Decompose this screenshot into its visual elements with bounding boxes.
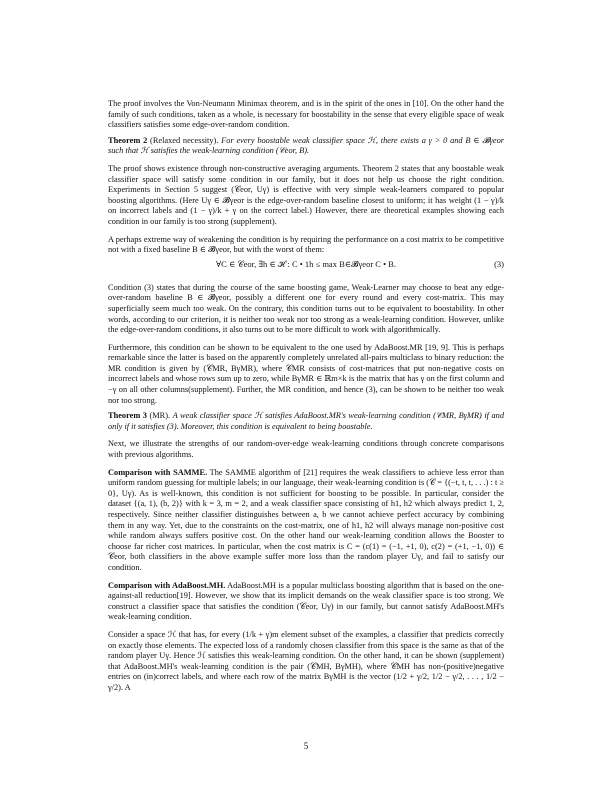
adaboost-mh-heading: Comparison with AdaBoost.MH. (108, 580, 226, 590)
theorem-2-statement: For every boostable weak classifier space ℋ, there exists a γ > 0 and B ∈ 𝓑γeor such that ℋ satisfies the weak-learning condition (𝒞eor, B). (108, 135, 505, 156)
paragraph-condition-3: Condition (3) states that during the course of the same boosting game, Weak-Learner may choose to beat any edge-over-random baseline B ∈ 𝓑γeor, possibly a different one for every round and every cost-matrix. This may superficially seem much too weak. On the contrary, this condition turns out to be equivalent to boostability. In other words, according to our criterion, it is neither too weak nor too strong as a weak-learning condition. However, unlike the edge-over-random conditions, it also turns out to be more difficult to work with algorithmically. (108, 282, 504, 335)
theorem-3-statement: A weak classifier space ℋ satisfies AdaBoost.MR's weak-learning condition (𝒞MR, BγMR) if and only if it satisfies (3). Moreover, this condition is equivalent to being boostable. (108, 411, 504, 431)
paragraph-weakening: A perhaps extreme way of weakening the condition is by requiring the performance on a cost matrix to be competitive not with a fixed baseline B ∈ 𝓑γeor, but with the worst of them: (108, 234, 504, 255)
paragraph-minimax: The proof involves the Von-Neumann Minimax theorem, and is in the spirit of the ones in [10]. On the other hand the family of such conditions, taken as a whole, is necessary for boostability in the sense that every eligible space of weak classifiers satisfies some edge-over-random condition. (108, 99, 504, 130)
equation-3 (108, 256, 504, 278)
text-column (108, 99, 504, 694)
theorem-3-label: Theorem 3 (108, 411, 147, 421)
page-number: 5 (303, 741, 309, 751)
paragraph-proof-existence: The proof shows existence through non-constructive averaging arguments. Theorem 2 states that any boostable weak classifier space will satisfy some condition in our family, but it does not help us choose the right condition. Experiments in Section 5 suggest (𝒞eor, Uγ) is effective with very simple weak-learners compared to popular boosting algorithms. (Here Uγ ∈ 𝓑γeor is the edge-over-random baseline closest to uniform; it has weight (1 − γ)/k on incorrect labels and (1 − γ)/k + γ on the correct label.) However, there are theoretical examples showing each condition in our family is too strong (supplement). (108, 163, 504, 226)
theorem-2 (108, 136, 504, 157)
equation-3-number: (3) (494, 258, 504, 269)
theorem-2-label: Theorem 2 (108, 135, 148, 145)
paragraph-adaboost-mr: Furthermore, this condition can be shown to be equivalent to the one used by AdaBoost.MR [19, 9]. This is perhaps remarkable since the latter is based on the apparently completely unrelated all-pairs multiclass to binary reduction: the MR condition is given by (𝒞MR, BγMR), where 𝒞MR consists of cost-matrices that put non-negative costs on incorrect labels and whose rows sum up to zero, while BγMR ∈ ℝm×k is the matrix that has γ on the first column and −γ on all other columns(supplement). Further, the MR condition, and hence (3), can be shown to be neither too weak nor too strong. (108, 342, 504, 405)
theorem-3 (108, 411, 504, 432)
paragraph-next: Next, we illustrate the strengths of our random-over-edge weak-learning conditions through concrete comparisons with previous algorithms. (108, 439, 504, 460)
theorem-2-title: (Relaxed necessity). (147, 135, 222, 145)
paragraph-consider-space: Consider a space ℋ that has, for every (1/k + γ)m element subset of the examples, a classifier that predicts correctly on exactly those elements. The expected loss of a randomly chosen classifier from this space is the same as that of the random player Uγ. Hence ℋ satisfies this weak-learning condition. On the other hand, it can be shown (supplement) that AdaBoost.MH's weak-learning condition is the pair (𝒞MH, BγMH), where 𝒞MH has non-(positive)negative entries on (in)correct labels, and where each row of the matrix BγMH is the vector (1/2 + γ/2, 1/2 − γ/2, . . . , 1/2 − γ/2). A (108, 629, 504, 692)
paragraph-samme (108, 468, 504, 574)
samme-text: The SAMME algorithm of [21] requires the weak classifiers to achieve less error than uniform random guessing for multiple labels; in our language, their weak-learning condition is (𝒞 = {(−t, t, t, . . .) : t ≥ 0}, Uγ). As is well-known, this condition is not sufficient for boosting to be possible. In particular, consider the dataset {(a, 1), (b, 2)} with k = 3, m = 2, and a weak classifier space consisting of h1, h2 which always predict 1, 2, respectively. Since neither classifier distinguishes between a, b we cannot achieve perfect accuracy by combining them in any way. Yet, due to the constraints on the cost-matrix, one of h1, h2 will always manage non-positive cost while random always suffers positive cost. On the other hand our weak-learning condition allows the Booster to choose far richer cost matrices. In particular, when the cost matrix is C = (c(1) = (−1, +1, 0), c(2) = (+1, −1, 0)) ∈ 𝒞eor, both classifiers in the above example suffer more loss than the random player Uγ, and fail to satisfy our condition. (108, 467, 505, 572)
adaboost-mh-text: AdaBoost.MH is a popular multiclass boosting algorithm that is based on the one-against-all reduction[19]. However, we show that its implicit demands on the weak classifier space is too strong. We construct a classifier space that satisfies the condition (𝒞eor, Uγ) in our family, but cannot satisfy AdaBoost.MH's weak-learning condition. (108, 580, 504, 622)
theorem-3-title: (MR). (146, 411, 173, 421)
paragraph-adaboost-mh (108, 581, 504, 623)
equation-3-body: ∀C ∈ 𝒞eor, ∃h ∈ ℋ : C • 1h ≤ max B∈𝓑γeor C • B. (216, 258, 396, 269)
samme-heading: Comparison with SAMME. (108, 467, 208, 477)
